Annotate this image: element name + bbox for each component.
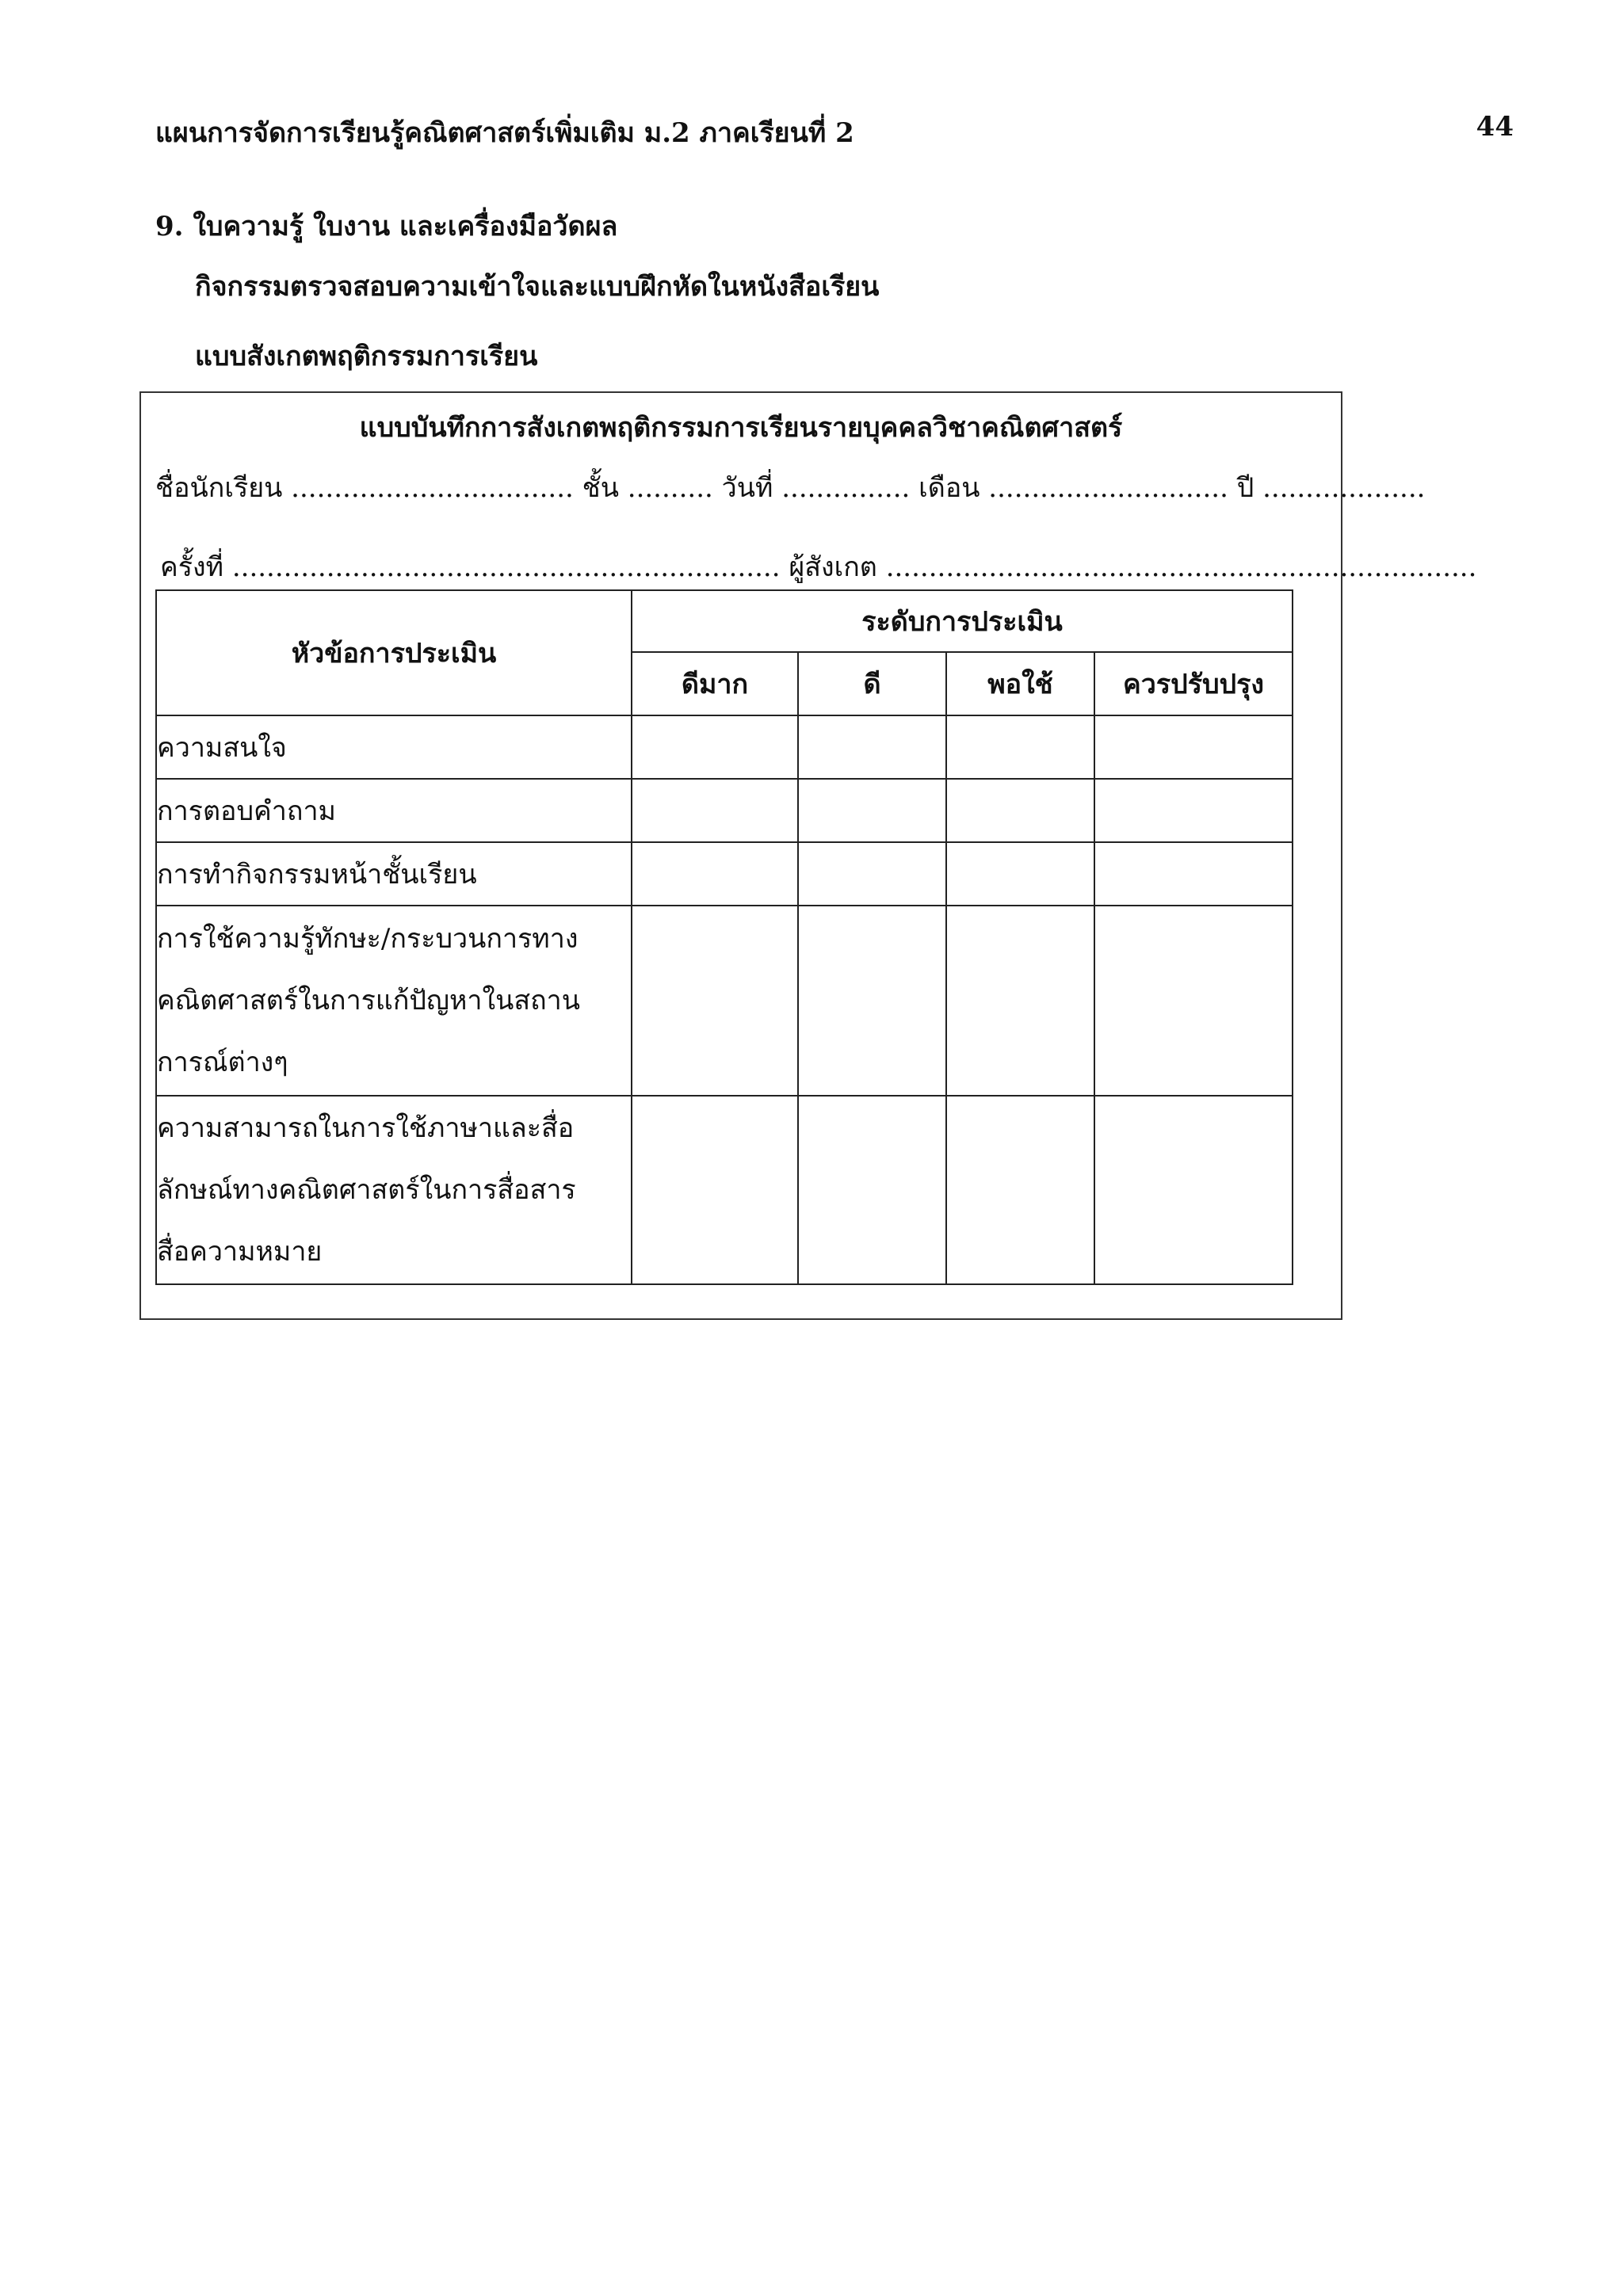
observer-info-line: ครั้งที่ ................................................................ ผู้สังเกต ..................................................................... [160,551,1477,583]
rating-cell-very-good[interactable] [632,842,798,906]
levels-header-cell: ระดับการประเมิน [632,590,1293,652]
rating-cell-very-good[interactable] [632,779,798,842]
criteria-line: ลักษณ์ทางคณิตศาสตร์ในการสื่อสาร [157,1174,576,1206]
rating-cell-good[interactable] [798,1096,946,1284]
table-row [156,1096,1293,1284]
criteria-cell: การตอบคำถาม [156,779,632,842]
rating-cell-good[interactable] [798,842,946,906]
table-row [156,906,1293,1096]
rating-cell-good[interactable] [798,715,946,779]
criteria-cell: การทำกิจกรรมหน้าชั้นเรียน [156,842,632,906]
level-header-very-good: ดีมาก [632,652,798,715]
table-header-row [156,590,1293,652]
document-header-title: แผนการจัดการเรียนรู้คณิตศาสตร์เพิ่มเติม ม.2 ภาคเรียนที่ 2 [155,117,854,149]
rating-cell-needs-improvement[interactable] [1094,842,1293,906]
criteria-line: การใช้ความรู้ทักษะ/กระบวนการทาง [157,923,579,955]
rating-cell-very-good[interactable] [632,906,798,1096]
criteria-cell: ความสนใจ [156,715,632,779]
rating-cell-very-good[interactable] [632,715,798,779]
criteria-cell [156,906,632,1096]
rating-cell-fair[interactable] [946,715,1094,779]
criteria-line: การณ์ต่างๆ [157,1047,288,1078]
rating-cell-needs-improvement[interactable] [1094,906,1293,1096]
sub-heading-activity: กิจกรรมตรวจสอบความเข้าใจและแบบฝึกหัดในหนังสือเรียน [195,271,880,303]
rating-cell-good[interactable] [798,906,946,1096]
rating-cell-needs-improvement[interactable] [1094,779,1293,842]
rating-cell-needs-improvement[interactable] [1094,715,1293,779]
sub-heading-observation-form: แบบสังเกตพฤติกรรมการเรียน [195,341,538,372]
level-header-fair: พอใช้ [946,652,1094,715]
level-header-good: ดี [798,652,946,715]
criteria-line: คณิตศาสตร์ในการแก้ปัญหาในสถาน [157,985,580,1016]
level-header-needs-improvement: ควรปรับปรุง [1094,652,1293,715]
table-row [156,779,1293,842]
criteria-cell [156,1096,632,1284]
rating-cell-needs-improvement[interactable] [1094,1096,1293,1284]
rating-cell-fair[interactable] [946,906,1094,1096]
evaluation-table [155,589,1293,1285]
student-info-line: ชื่อนักเรียน ................................. ชั้น .......... วันที่ ............... เดือน ............................ ปี ................... [155,472,1426,504]
observation-form-title: แบบบันทึกการสังเกตพฤติกรรมการเรียนรายบุคคลวิชาคณิตศาสตร์ [359,412,1123,444]
section-heading: 9. ใบความรู้ ใบงาน และเครื่องมือวัดผล [155,211,618,242]
rating-cell-fair[interactable] [946,1096,1094,1284]
criteria-line: ความสามารถในการใช้ภาษาและสื่อ [157,1112,575,1144]
page-number: 44 [1476,111,1514,143]
rating-cell-fair[interactable] [946,842,1094,906]
rating-cell-fair[interactable] [946,779,1094,842]
table-row [156,715,1293,779]
rating-cell-good[interactable] [798,779,946,842]
rating-cell-very-good[interactable] [632,1096,798,1284]
criteria-header-cell: หัวข้อการประเมิน [156,590,632,715]
table-row [156,842,1293,906]
criteria-line: สื่อความหมาย [157,1236,323,1268]
